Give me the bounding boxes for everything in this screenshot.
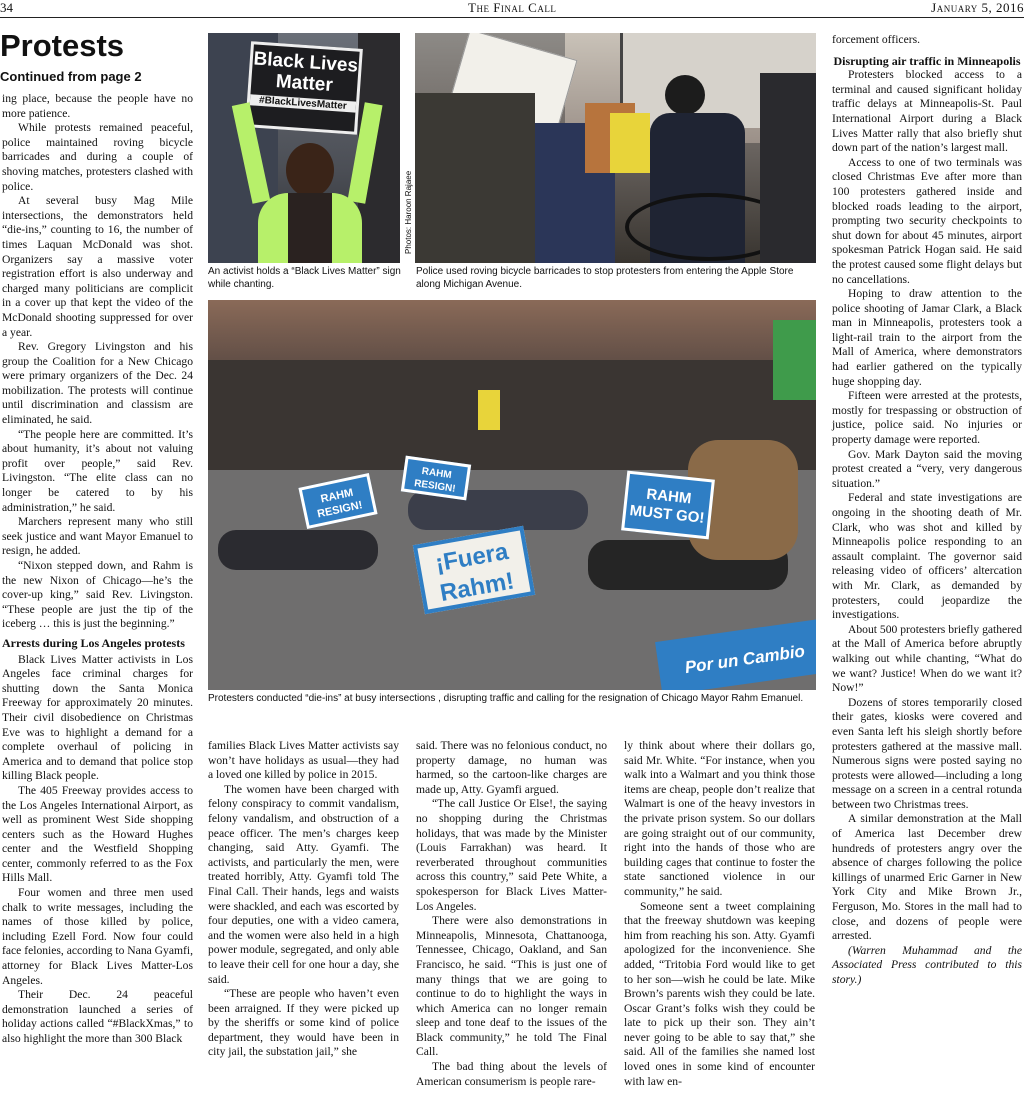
subhead: Arrests during Los Angeles protests	[2, 635, 185, 650]
paragraph: Fifteen were arrested at the protests, mostly for trespassing or obstruction of justice, police said. No injuries or property damage were reported.	[832, 389, 1022, 447]
paragraph: Their Dec. 24 peaceful demonstration launched a series of holiday actions called “#BlackXmas,” to also highlight the more than 300 Black	[2, 988, 193, 1045]
police-bicycle-photo	[415, 33, 816, 263]
paragraph: said. There was no felonious conduct, no property damage, no human was harmed, so the cartoon-like charges are made up, Atty. Gyamfi argued.	[416, 739, 607, 796]
activist-photo	[208, 33, 400, 263]
paragraph: forcement officers.	[832, 33, 920, 46]
column-1	[2, 92, 193, 1047]
paragraph: There were also demonstrations in Minneapolis, Minnesota, Chattanooga, Tennessee, Chicago, Oakland, and San Francisco, he said. “This is just one of many things that we are going to continue to do to highlight the ways in which America can no longer remain sleep and tone deaf to the issues of the Black community,” he told The Final Call.	[416, 914, 607, 1059]
column-5	[832, 33, 1022, 988]
paragraph: Federal and state investigations are ongoing in the shooting death of Mr. Clark, who was shot and killed by Minneapolis police responding to an assault complaint. The governor said releasing video of officers’ altercation with Mr. Clark, as demanded by protesters, could jeopardize the investigations.	[832, 491, 1022, 622]
paragraph: Rev. Gregory Livingston and his group the Coalition for a New Chicago were primary organizers of the Dec. 24 mobilization. The protests will continue until discrimination and classism are eliminated, he said.	[2, 340, 193, 427]
paragraph: Gov. Mark Dayton said the moving protest created a “very, very dangerous situation.”	[832, 447, 1022, 490]
activist-face	[286, 143, 334, 197]
page-number: 34	[0, 0, 13, 15]
paragraph: The 405 Freeway provides access to the Los Angeles International Airport, as well as prominent West Side shopping centers such as the Howard Hughes center and the Westfield Shopping center, commonly referred to as the Fox Hills Mall.	[2, 783, 193, 885]
paragraph: At several busy Mag Mile intersections, the demonstrators held “die-ins,” counting to 16, the number of times Laquan McDonald was shot. Organizers say a massive voter registration effort is also underway and charged many politicians are complicit in a cover up that kept the video of the McDonald shooting suppressed for over a year.	[2, 194, 193, 339]
page-header	[0, 0, 1024, 18]
paragraph: Hoping to draw attention to the police shooting of Jamar Clark, a Black man in Minneapolis, protesters took a light-rail train to the airport from the Mall of America, where demonstrators had earlier gathered on the typically huge shopping day.	[832, 287, 1022, 388]
fuera-rahm-sign: ¡Fuera Rahm!	[413, 526, 535, 614]
paragraph: About 500 protesters briefly gathered at the Mall of America before abruptly walking out while chanting, “What do we want? Justice! When do we want it? Now!”	[832, 622, 1022, 695]
paragraph: The bad thing about the levels of American consumerism is people rare-	[416, 1060, 607, 1088]
publication-name: The Final Call	[468, 0, 557, 15]
rahm-resign-sign: RAHM RESIGN!	[298, 473, 377, 529]
paragraph: A similar demonstration at the Mall of America last December drew hundreds of protesters angry over the absence of charges following the police killings of unarmed Eric Garner in New York City and Mike Brown Jr., Ferguson, Mo. Stores in the mall had to close, and dozens of people were arrested.	[832, 812, 1022, 943]
rahm-must-go-sign: RAHM MUST GO!	[621, 471, 715, 540]
photo-caption: Police used roving bicycle barricades to stop protesters from entering the Apple Store along Michigan Avenue.	[416, 266, 794, 290]
continued-label: Continued from page 2	[0, 69, 142, 84]
paragraph: families Black Lives Matter activists say won’t have holidays as usual—they had a loved one killed by police in 2015.	[208, 739, 399, 782]
photo-caption: Protesters conducted “die-ins” at busy intersections , disrupting traffic and calling for the resignation of Chicago Mayor Rahm Emanuel.	[208, 693, 804, 704]
paragraph: “These are people who haven’t even been arraigned. If they were picked up by the sheriffs or some kind of police department, they would have been in city jail, the substation jail,” she	[208, 987, 399, 1059]
paragraph: The women have been charged with felony conspiracy to commit vandalism, felony vandalism, and obstruction of a peace officer. The men’s charges keep changing, said Atty. Gyamfi. The activists, and particularly the men, were treated horribly, Atty. Gyamfi told The Final Call. Their hands, legs and waists were shackled, and each was escorted by four deputies, one with a video camera, and the women were also held in a high power module, segregated, and only able to leave their cell for one hour a day, she said.	[208, 782, 399, 986]
paragraph: Four women and three men used chalk to write messages, including the names of those killed by police, including Ezell Ford. Now four could face felonies, according to Nana Gyamfi, attorney for Black Lives Matter-Los Angeles.	[2, 886, 193, 987]
contributors-note: (Warren Muhammad and the Associated Press contributed to this story.)	[832, 943, 1022, 986]
issue-date: January 5, 2016	[931, 0, 1024, 15]
police-helmet	[665, 75, 705, 115]
paragraph: Access to one of two terminals was closed Christmas Eve after more than 100 protesters gathered inside and blocked roads leading to the airport, prompting two security checkpoints to shut down for about 45 minutes, airport spokesman Patrick Hogan said. He said the protest caused some flight delays but no cancellations.	[832, 155, 1022, 286]
column-2	[208, 739, 399, 1060]
column-3	[416, 739, 607, 1089]
column-4	[624, 739, 815, 1089]
subhead: Disrupting air traffic in Minneapolis	[833, 53, 1021, 68]
paragraph: ing place, because the people have no more patience.	[2, 92, 193, 120]
paragraph: Protesters blocked access to a terminal and caused significant holiday traffic delays at Minneapolis-St. Paul International Airport during a Black Lives Matter rally that also briefly shut down part of the nation’s largest mall.	[832, 68, 1022, 155]
paragraph: Black Lives Matter activists in Los Angeles face criminal charges for shutting down the Santa Monica Freeway for approximately 20 minutes. Their civil disobedience on Christmas Eve was to highlight a demand for a complete overhaul of policing in America and to demand that police stop killing Black people.	[2, 652, 193, 783]
paragraph: Dozens of stores temporarily closed their gates, kiosks were covered and even Santa left his sleigh shortly before protesters gathered at the massive mall. Numerous signs were posted saying no protests were allowed—including a long message on a screen in a central rotunda between two Christmas trees.	[832, 695, 1022, 811]
photo-credit: Photos: Haroon Rajaee	[404, 170, 413, 254]
paragraph: While protests remained peaceful, police maintained roving bicycle barricades and during a couple of shoving matches, protesters clashed with police.	[2, 121, 193, 193]
rahm-resign-sign: RAHM RESIGN!	[401, 456, 471, 501]
die-in-photo	[208, 300, 816, 690]
paragraph: “The people here are committed. It’s about humanity, it’s about not valuing profit over people,” said Rev. Livingston. “The elite class can no longer be catered to by his administration,” he said.	[2, 427, 193, 514]
paragraph: ly think about where their dollars go, said Mr. White. “For instance, when you walk into a Walmart and you think those items are cheap, people don’t realize that Walmart is one of the heavy investors in the private prison system. So our dollars are going straight out of our community, right into the hands of those who are building cages that continue to foster the state sanctioned violence in our community,” he said.	[624, 739, 815, 898]
article-title: Protests	[0, 28, 125, 63]
black-lives-matter-sign: Black Lives Matter #BlackLivesMatter	[245, 41, 363, 135]
paragraph: “Nixon stepped down, and Rahm is the new Nixon of Chicago—he’s the cover-up king,” said Rev. Livingston. “These people are just the tip of the iceberg … this is just the beginning.”	[2, 559, 193, 631]
por-un-cambio-sign: Por un Cambio	[655, 618, 816, 690]
paragraph: Someone sent a tweet complaining that the freeway shutdown was keeping him from reaching his son. Atty. Gyamfi apologized for the inconvenience. She added, “Tritobia Ford would like to get to her son—wish he could be late. Mike Brown’s parents wish they could be late. Oscar Grant’s folks wish they could be late to pick up their son. They ain’t never going to be able to say that,” she said. All of the families she named lost loved ones in some kind of encounter with law en-	[624, 899, 815, 1088]
paragraph: “The call Justice Or Else!, the saying no shopping during the Christmas holidays, that was made by the Minister (Louis Farrakhan) was heard. It reverberated throughout communities across this country,” said Pete White, a spokesperson for Black Lives Matter-Los Angeles.	[416, 797, 607, 913]
photo-caption: An activist holds a “Black Lives Matter” sign while chanting.	[208, 266, 401, 290]
paragraph: Marchers represent many who still seek justice and want Mayor Emanuel to resign, he added.	[2, 515, 193, 558]
